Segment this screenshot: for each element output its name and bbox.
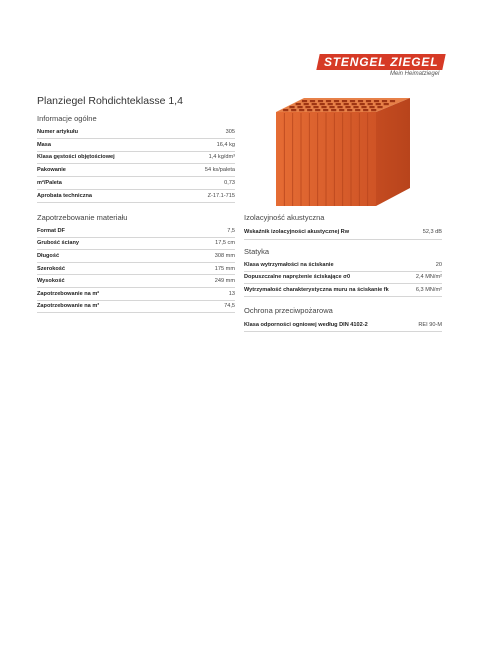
row-value: 0,73 — [224, 180, 235, 187]
row-value: 249 mm — [214, 278, 235, 285]
row-value: 16,4 kg — [216, 141, 235, 148]
brick-hole — [318, 100, 323, 102]
row-label: Numer artykułu — [37, 128, 79, 135]
table-row — [37, 263, 235, 276]
brick-hole — [307, 109, 312, 111]
table-row — [244, 284, 442, 297]
brick-hole — [384, 103, 389, 105]
brick-hole — [339, 109, 344, 111]
brick-hole — [320, 103, 325, 105]
row-value: Z-17.1-715 — [207, 192, 235, 199]
fire-table — [244, 318, 442, 332]
acoustic-heading: Izolacyjność akustyczna — [244, 213, 325, 222]
row-label: Wytrzymałość charakterystyczna muru na ściskanie fk — [244, 286, 389, 293]
row-value: 52,3 dB — [422, 229, 442, 235]
material-heading: Zapotrzebowanie materiału — [37, 213, 128, 222]
row-label: Dopuszczalne naprężenie ściskające σ0 — [244, 274, 351, 281]
page-title: Planziegel Rohdichteklasse 1,4 — [37, 95, 183, 107]
row-label: Format DF — [37, 227, 65, 234]
brick-hole — [331, 109, 336, 111]
row-label: Pakowanie — [37, 167, 66, 174]
row-label: Zapotrzebowanie na m³ — [37, 303, 100, 310]
brick-hole — [361, 106, 366, 108]
brick-hole — [360, 103, 365, 105]
row-value: 1,4 kg/dm³ — [208, 154, 235, 161]
row-value: 17,5 cm — [215, 240, 235, 247]
row-value: 7,5 — [227, 227, 235, 234]
brick-hole — [352, 103, 357, 105]
brick-hole — [358, 100, 363, 102]
table-row — [244, 259, 442, 272]
brick-hole — [336, 103, 341, 105]
brick-hole — [382, 100, 387, 102]
row-value: 20 — [435, 261, 442, 268]
brick-hole — [302, 100, 307, 102]
row-label: Szerokość — [37, 265, 65, 272]
table-row — [37, 238, 235, 251]
brick-hole — [312, 103, 317, 105]
brick-hole — [310, 100, 315, 102]
brick-hole — [353, 106, 358, 108]
general-heading: Informacje ogólne — [37, 114, 97, 123]
table-row — [37, 288, 235, 301]
row-label: Długość — [37, 252, 60, 259]
brick-hole — [323, 109, 328, 111]
table-row — [37, 139, 235, 152]
brick-hole — [347, 109, 352, 111]
table-row — [37, 250, 235, 263]
brick-hole — [377, 106, 382, 108]
row-label: Grubość ściany — [37, 240, 79, 247]
brick-hole — [313, 106, 318, 108]
table-row — [37, 225, 235, 238]
brick-hole — [321, 106, 326, 108]
logo-brand-text: STENGEL ZIEGEL — [324, 55, 439, 69]
brick-hole — [326, 100, 331, 102]
product-image-brick — [276, 98, 410, 206]
table-row — [37, 190, 235, 203]
row-label: Wskaźnik izolacyjności akustycznej Rw — [244, 229, 350, 235]
table-row — [244, 272, 442, 285]
brick-hole — [390, 100, 395, 102]
row-value: 175 mm — [214, 265, 235, 272]
brick-hole — [315, 109, 320, 111]
table-row — [244, 225, 442, 240]
brick-hole — [337, 106, 342, 108]
row-value: 13 — [228, 290, 235, 297]
brick-hole — [299, 109, 304, 111]
table-row — [244, 318, 442, 332]
row-value: 305 — [225, 128, 235, 135]
brick-hole — [328, 103, 333, 105]
row-label: Klasa odporności ogniowej według DIN 4102-2 — [244, 321, 368, 328]
table-row — [37, 164, 235, 177]
brick-hole — [363, 109, 368, 111]
row-label: m²/Paleta — [37, 180, 62, 187]
brick-hole — [344, 103, 349, 105]
brick-hole — [334, 100, 339, 102]
brick-side-face — [376, 98, 410, 206]
brick-hole — [355, 109, 360, 111]
brick-hole — [304, 103, 309, 105]
row-label: Wysokość — [37, 278, 65, 285]
row-label: Aprobata techniczna — [37, 192, 93, 199]
brick-hole — [345, 106, 350, 108]
brick-hole — [283, 109, 288, 111]
row-value: 2,4 MN/m² — [415, 274, 442, 281]
acoustic-table — [244, 225, 442, 240]
logo-tagline: Mein Heimatziegel — [390, 71, 440, 77]
brick-hole — [329, 106, 334, 108]
row-value: REI 90-M — [418, 321, 442, 328]
statics-heading: Statyka — [244, 247, 270, 256]
brick-hole — [368, 103, 373, 105]
brick-hole — [296, 103, 301, 105]
row-value: 54 ks/paleta — [204, 167, 235, 174]
fire-heading: Ochrona przeciwpożarowa — [244, 306, 333, 315]
brick-hole — [289, 106, 294, 108]
general-table — [37, 126, 235, 203]
row-label: Zapotrzebowanie na m² — [37, 290, 100, 297]
material-table — [37, 225, 235, 313]
statics-table — [244, 259, 442, 297]
brick-hole — [374, 100, 379, 102]
row-label: Klasa gęstości objętościowej — [37, 154, 115, 161]
brick-hole — [369, 106, 374, 108]
brick-hole — [342, 100, 347, 102]
table-row — [37, 301, 235, 314]
table-row — [37, 275, 235, 288]
brick-hole — [350, 100, 355, 102]
table-row — [37, 152, 235, 165]
brick-hole — [376, 103, 381, 105]
row-value: 74,5 — [224, 303, 235, 310]
brick-hole — [297, 106, 302, 108]
brick-hole — [305, 106, 310, 108]
table-row — [37, 177, 235, 190]
brick-hole — [371, 109, 376, 111]
row-label: Klasa wytrzymałości na ściskanie — [244, 261, 334, 268]
row-value: 6,3 MN/m² — [415, 286, 442, 293]
row-value: 308 mm — [214, 252, 235, 259]
brick-hole — [366, 100, 371, 102]
brick-hole — [291, 109, 296, 111]
brand-logo — [318, 54, 444, 80]
table-row — [37, 126, 235, 139]
row-label: Masa — [37, 141, 51, 148]
